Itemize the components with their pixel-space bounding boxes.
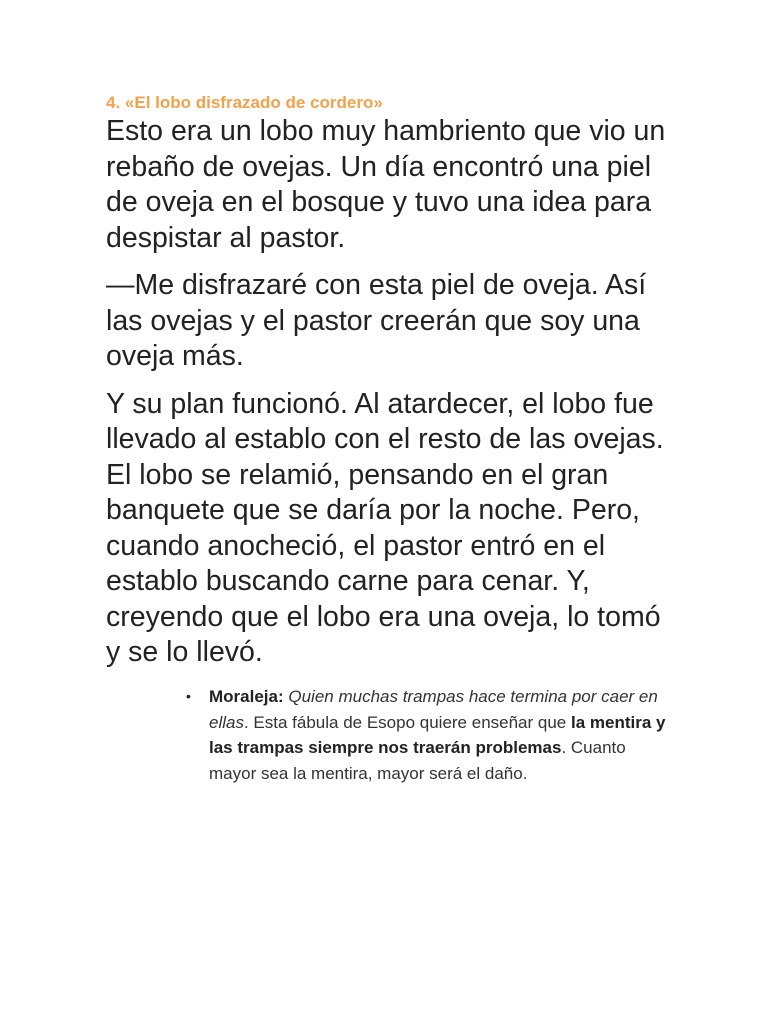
moral-emphasis: la mentira y las trampas siempre nos traerán problemas bbox=[209, 712, 666, 757]
moral-text: . Esta fábula de Esopo quiere enseñar que bbox=[243, 712, 571, 732]
story-paragraph: —Me disfrazaré con esta piel de oveja. Así las ovejas y el pastor creerán que soy una oveja más. bbox=[106, 269, 647, 372]
moral-item bbox=[186, 684, 669, 786]
bullet-icon: • bbox=[186, 688, 191, 704]
moral-list bbox=[186, 684, 669, 786]
moral-label: Moraleja: bbox=[209, 687, 284, 706]
story-title: 4. «El lobo disfrazado de cordero» bbox=[106, 93, 383, 112]
story-body bbox=[106, 114, 666, 683]
story-paragraph: Y su plan funcionó. Al atardecer, el lobo fue llevado al establo con el resto de las ovejas. El lobo se relamió, pensando en el gran banquete que se daría por la noche. Pero, cuando anocheció, el pastor entró en el establo buscando carne para cenar. Y, creyendo que el lobo era una oveja, lo tomó y se lo llevó. bbox=[106, 387, 664, 668]
moral-quote: Quien muchas trampas hace termina por caer en ellas bbox=[209, 687, 658, 732]
moral-text-end: . Cuanto mayor sea la mentira, mayor será el daño. bbox=[209, 738, 626, 783]
story-paragraph: Esto era un lobo muy hambriento que vio un rebaño de ovejas. Un día encontró una piel de oveja en el bosque y tuvo una idea para despistar al pastor. bbox=[106, 115, 666, 254]
